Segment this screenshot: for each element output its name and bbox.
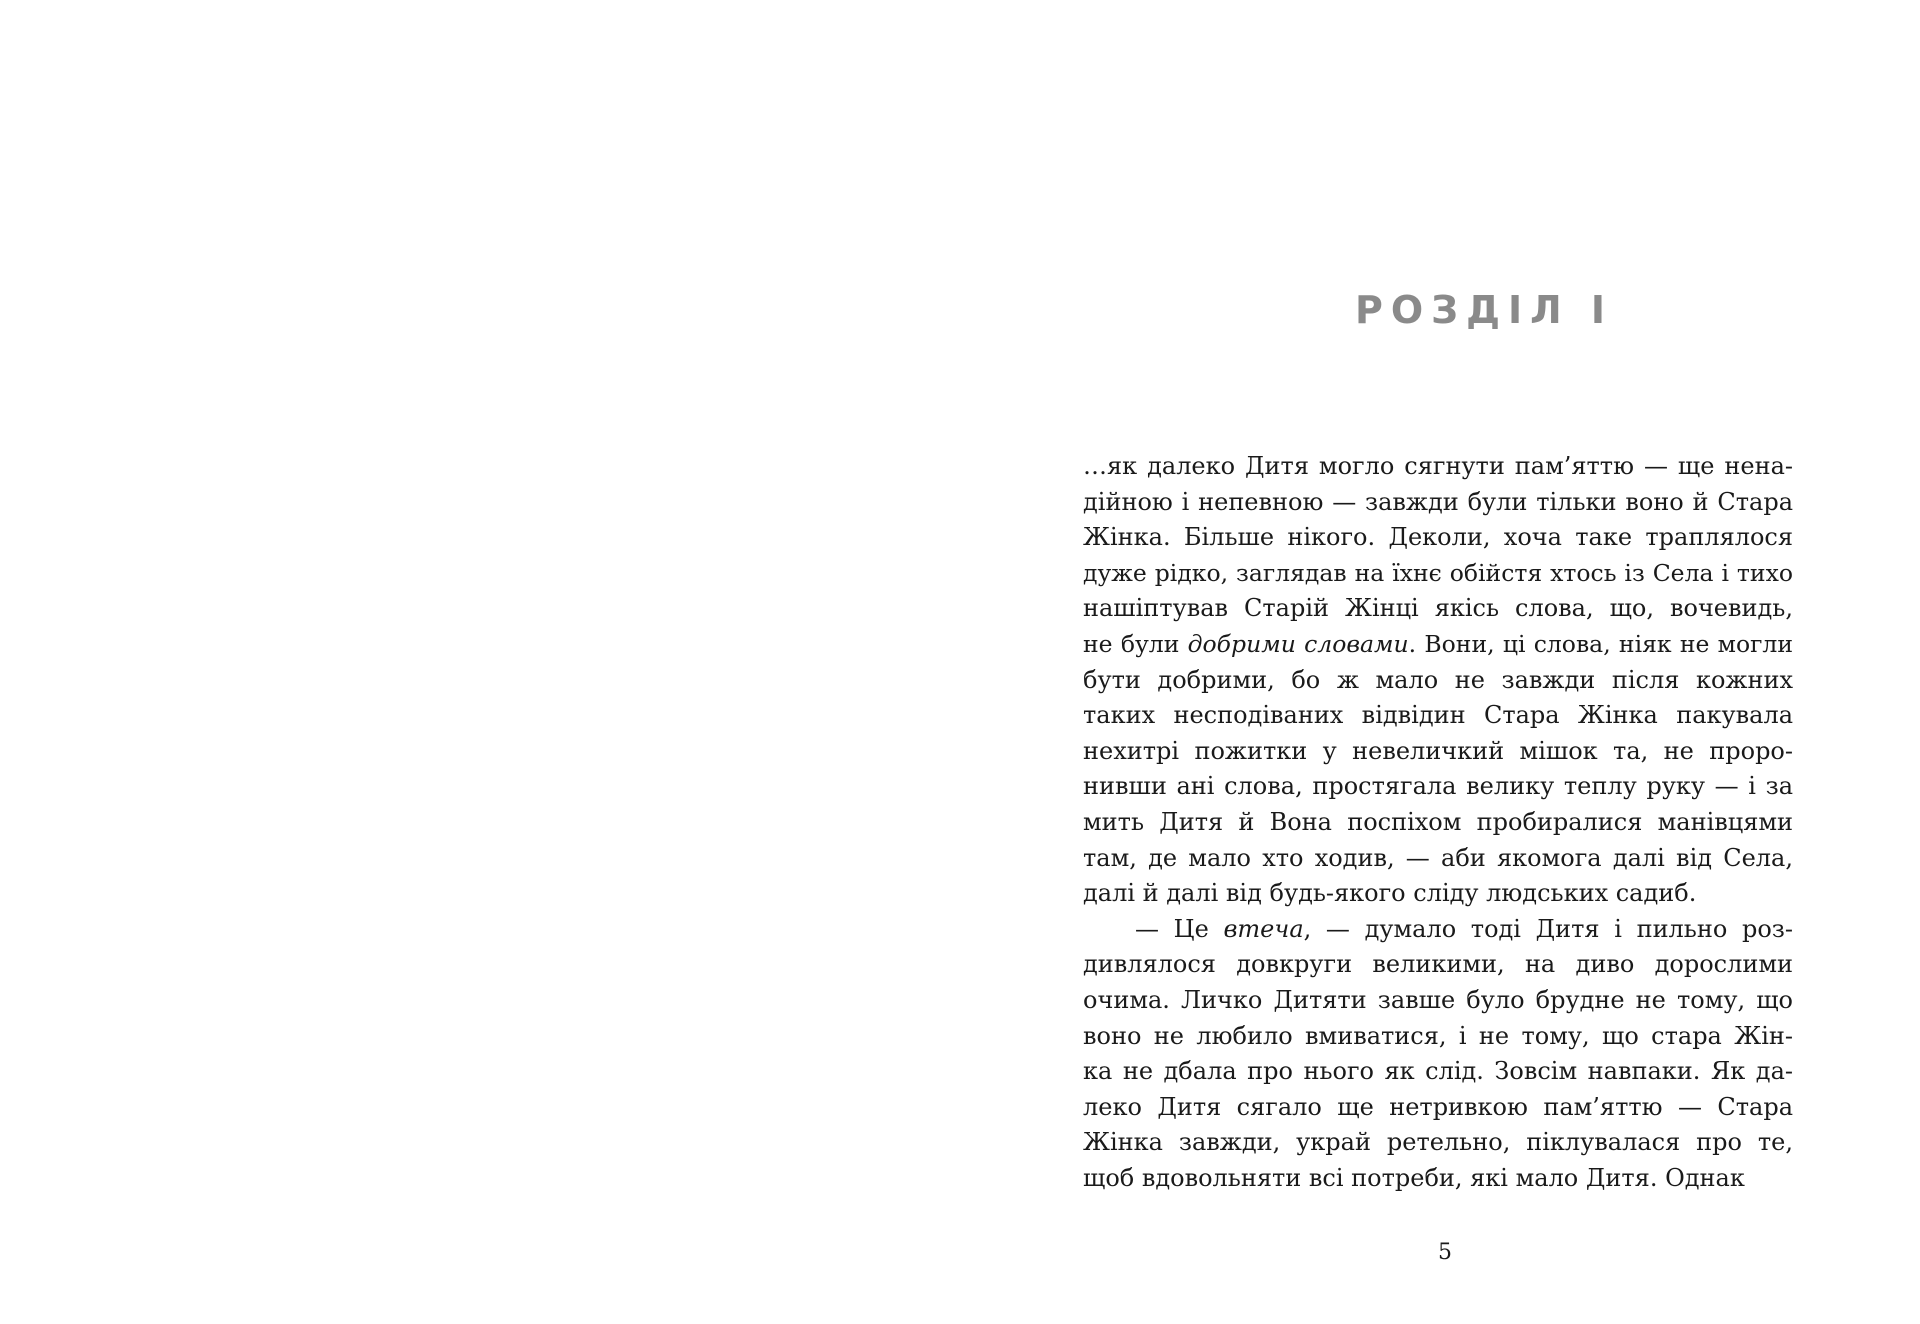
text-line — [1083, 1090, 1793, 1126]
text-segment: щоб вдовольняти всі потреби, які мало Дитя. Однак — [1083, 1163, 1745, 1192]
text-segment: — Це — [1135, 914, 1224, 943]
text-line — [1083, 1019, 1793, 1055]
body-text — [1083, 449, 1793, 1196]
text-line — [1083, 983, 1793, 1019]
text-line — [1083, 485, 1793, 521]
paragraph — [1083, 912, 1793, 1197]
text-segment: далі й далі від будь-якого сліду людських садиб. — [1083, 879, 1697, 908]
italic-text: добрими словами — [1187, 629, 1409, 658]
text-line — [1083, 591, 1793, 627]
text-segment: таких несподіваних відвідин Стара Жінка пакувала — [1083, 701, 1793, 730]
text-line — [1083, 627, 1793, 663]
text-line — [1083, 734, 1793, 770]
text-line — [1083, 556, 1793, 592]
text-segment: не були — [1083, 629, 1188, 658]
text-segment: воно не любило вмиватися, і не тому, що стара Жін- — [1083, 1021, 1793, 1050]
text-line — [1083, 1161, 1793, 1197]
text-line — [1083, 841, 1793, 877]
text-line — [1083, 663, 1793, 699]
text-line — [1083, 912, 1793, 948]
text-segment: дивлялося довкруги великими, на диво дорослими — [1083, 950, 1793, 979]
paragraph — [1083, 449, 1793, 912]
text-line — [1083, 698, 1793, 734]
text-line — [1083, 1125, 1793, 1161]
text-line — [1083, 947, 1793, 983]
text-segment: дійною і непевною — завжди були тільки воно й Стара — [1083, 487, 1793, 516]
text-segment: , — думало тоді Дитя і пильно роз- — [1303, 914, 1793, 943]
text-segment: бути добрими, бо ж мало не завжди після кожних — [1083, 665, 1793, 694]
text-line — [1083, 449, 1793, 485]
italic-text: втеча — [1223, 914, 1304, 943]
text-segment: Жінка. Більше нікого. Деколи, хоча таке траплялося — [1083, 523, 1793, 552]
text-segment: Жінка завжди, украй ретельно, піклувалася про те, — [1083, 1128, 1793, 1157]
text-segment: очима. Личко Дитяти завше було брудне не тому, що — [1083, 985, 1793, 1014]
text-segment: …як далеко Дитя могло сягнути пам’яттю — ще нена- — [1083, 452, 1793, 480]
text-segment: нашіптував Старій Жінці якісь слова, що, вочевидь, — [1083, 594, 1793, 623]
text-segment: там, де мало хто ходив, — аби якомога далі від Села, — [1083, 843, 1793, 872]
text-segment: нивши ані слова, простягала велику теплу руку — і за — [1083, 772, 1793, 801]
page-number: 5 — [1438, 1240, 1452, 1265]
text-segment: нехитрі пожитки у невеличкий мішок та, не проро- — [1083, 736, 1793, 765]
text-segment: ка не дбала про нього як слід. Зовсім навпаки. Як да- — [1083, 1057, 1793, 1086]
text-line — [1083, 876, 1793, 912]
text-segment: леко Дитя сягало ще нетривкою пам’яттю — Стара — [1083, 1092, 1793, 1121]
text-line — [1083, 1054, 1793, 1090]
text-segment: дуже рідко, заглядав на їхнє обійстя хтось із Села і тихо — [1083, 558, 1793, 587]
text-line — [1083, 520, 1793, 556]
text-line — [1083, 805, 1793, 841]
text-line — [1083, 769, 1793, 805]
chapter-heading: РОЗДІЛ І — [1355, 288, 1614, 332]
text-segment: мить Дитя й Вона поспіхом пробиралися манівцями — [1083, 807, 1793, 836]
text-segment: . Вони, ці слова, ніяк не могли — [1408, 629, 1793, 658]
